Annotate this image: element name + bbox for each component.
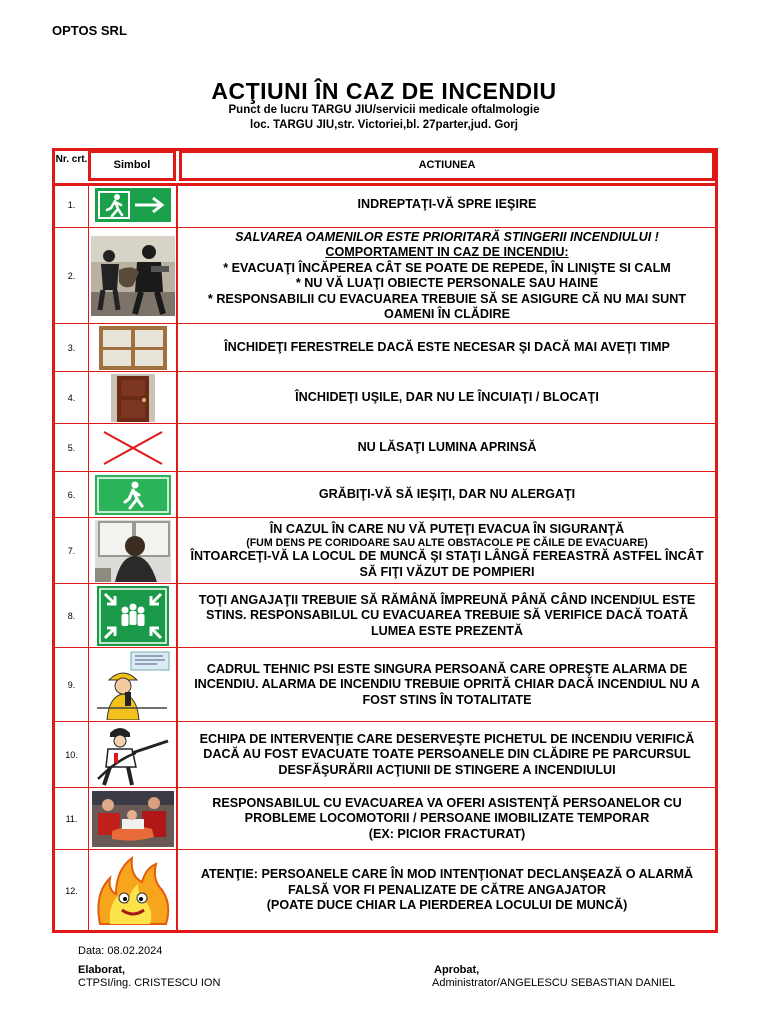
table-row bbox=[55, 849, 715, 931]
firefighter-radio-icon bbox=[95, 650, 171, 720]
table-row bbox=[55, 323, 715, 372]
aprobat-label: Aprobat bbox=[434, 964, 477, 976]
document-date: Data: 08.02.2024 bbox=[78, 945, 163, 957]
action-text: * RESPONSABILII CU EVACUAREA TREBUIE SĂ SE ASIGURE CĂ NU MAI SUNT OAMENI ÎN CLĂDIRE bbox=[207, 291, 687, 321]
action-text: GRĂBIŢI-VĂ SĂ IEŞIŢI, DAR NU ALERGAŢI bbox=[318, 487, 576, 502]
table-row bbox=[55, 183, 715, 227]
header-nr: Nr. crt. bbox=[55, 154, 88, 165]
action-text: SALVAREA OAMENILOR ESTE PRIORITARĂ STINGERII INCENDIULUI ! bbox=[235, 229, 659, 244]
table-row bbox=[55, 227, 715, 324]
fire-character-icon bbox=[92, 854, 174, 928]
row-number: 10. bbox=[65, 750, 78, 760]
row-number: 11. bbox=[65, 814, 78, 824]
table-header bbox=[55, 151, 715, 186]
table-row bbox=[55, 517, 715, 584]
table-row bbox=[55, 423, 715, 472]
elaborat-label: Elaborat bbox=[78, 964, 123, 976]
action-text: ÎN CAZUL ÎN CARE NU VĂ PUTEŢI EVACUA ÎN SIGURANŢĂ bbox=[269, 521, 625, 536]
row-number: 5. bbox=[67, 443, 76, 453]
table-row bbox=[55, 787, 715, 850]
action-text: ATENŢIE: PERSOANELE CARE ÎN MOD INTENŢIONAT DECLANŞEAZĂ O ALARMĂ FALSĂ VOR FI PENALIZATE DE CĂTRE ANGAJATOR bbox=[200, 867, 694, 897]
exit-sign-icon bbox=[95, 188, 171, 222]
header-action: ACTIUNEA bbox=[179, 150, 715, 181]
aprobat-name: Administrator/ANGELESCU SEBASTIAN DANIEL bbox=[432, 977, 676, 989]
table-row bbox=[55, 371, 715, 424]
row-number: 3. bbox=[67, 343, 76, 353]
elaborat-name: CTPSI/ing. CRISTESCU ION bbox=[78, 977, 221, 989]
action-text: NU LĂSAŢI LUMINA APRINSĂ bbox=[357, 440, 537, 455]
walking-man-icon bbox=[95, 475, 171, 515]
row-number: 2. bbox=[67, 271, 76, 281]
action-text: (EX: PICIOR FRACTURAT) bbox=[368, 826, 526, 841]
evacuation-photo bbox=[91, 236, 175, 316]
rescue-photo bbox=[92, 791, 174, 847]
assembly-point-icon bbox=[97, 586, 169, 646]
action-text: ÎNTOARCEŢI-VĂ LA LOCUL DE MUNCĂ ŞI STAŢI LÂNGĂ FEREASTRĂ ASTFEL ÎNCÂT SĂ FIŢI VĂZUT DE POMPIERI bbox=[190, 549, 704, 579]
door-icon bbox=[111, 374, 155, 422]
page-title: ACŢIUNI ÎN CAZ DE INCENDIU bbox=[211, 78, 557, 104]
row-number: 7. bbox=[67, 546, 76, 556]
action-text: COMPORTAMENT IN CAZ DE INCENDIU: bbox=[325, 245, 569, 259]
action-text: TOŢI ANGAJAŢII TREBUIE SĂ RĂMÂNĂ ÎMPREUNĂ PÂNĂ CÂND INCENDIUL ESTE STINS. RESPONSABILUL CU EVACUAREA TREBUIE SĂ VERIFICE DACĂ TOATĂ LUMEA ESTE PREZENTĂ bbox=[198, 592, 696, 638]
action-text: RESPONSABILUL CU EVACUAREA VA OFERI ASISTENŢĂ PERSOANELOR CU PROBLEME LOCOMOTORII / PERSOANE IMOBILIZATE TEMPORAR bbox=[212, 795, 682, 826]
action-text: (FUM DENS PE CORIDOARE SAU ALTE OBSTACOLE PE CĂILE DE EVACUARE) bbox=[246, 537, 648, 550]
workplace-line: Punct de lucru TARGU JIU/servicii medicale oftalmologie bbox=[228, 104, 540, 116]
row-number: 4. bbox=[67, 393, 76, 403]
row-number: 12. bbox=[65, 885, 78, 896]
row-number: 9. bbox=[67, 680, 76, 690]
red-cross-icon bbox=[102, 430, 164, 466]
window-icon bbox=[99, 326, 167, 370]
action-text: ECHIPA DE INTERVENŢIE CARE DESERVEŞTE PICHETUL DE INCENDIU VERIFICĂ DACĂ AU FOST EVACUATE TOATE PERSOANELE DIN CLĂDIRE PE PARCURSUL DESFĂŞURĂRII ACŢIUNII DE STINGERE A INCENDIULUI bbox=[199, 731, 695, 777]
header-symbol: Simbol bbox=[88, 150, 176, 181]
actions-table bbox=[52, 148, 718, 933]
row-number: 8. bbox=[67, 611, 76, 621]
table-row bbox=[55, 647, 715, 722]
table-row bbox=[55, 471, 715, 518]
window-person-photo bbox=[95, 520, 171, 582]
action-text: * EVACUAŢI ÎNCĂPEREA CÂT SE POATE DE REPEDE, ÎN LINIŞTE SI CALM bbox=[223, 260, 671, 275]
table-row bbox=[55, 721, 715, 788]
action-text: ÎNCHIDEŢI FERESTRELE DACĂ ESTE NECESAR ŞI DACĂ MAI AVEŢI TIMP bbox=[224, 340, 670, 355]
firefighter-hose-icon bbox=[94, 723, 172, 787]
action-text: * NU VĂ LUAŢI OBIECTE PERSONALE SAU HAINE bbox=[295, 276, 599, 290]
table-row bbox=[55, 583, 715, 648]
row-number: 6. bbox=[67, 490, 76, 500]
address-line: loc. TARGU JIU,str. Victoriei,bl. 27parter,jud. Gorj bbox=[250, 119, 518, 131]
action-text: INDREPTAŢI-VĂ SPRE IEŞIRE bbox=[357, 197, 537, 212]
company-name: OPTOS SRL bbox=[52, 23, 127, 38]
action-text: (POATE DUCE CHIAR LA PIERDEREA LOCULUI DE MUNCĂ) bbox=[266, 898, 628, 913]
action-text: ÎNCHIDEŢI UŞILE, DAR NU LE ÎNCUIAŢI / BLOCAŢI bbox=[295, 390, 599, 405]
action-text: CADRUL TEHNIC PSI ESTE SINGURA PERSOANĂ CARE OPREŞTE ALARMA DE INCENDIU. ALARMA DE INCENDIU TREBUIE OPRITĂ CHIAR DACĂ INCENDIUL NU A FOST STINS ÎN TOTALITATE bbox=[194, 661, 700, 707]
row-number: 1. bbox=[67, 200, 76, 210]
